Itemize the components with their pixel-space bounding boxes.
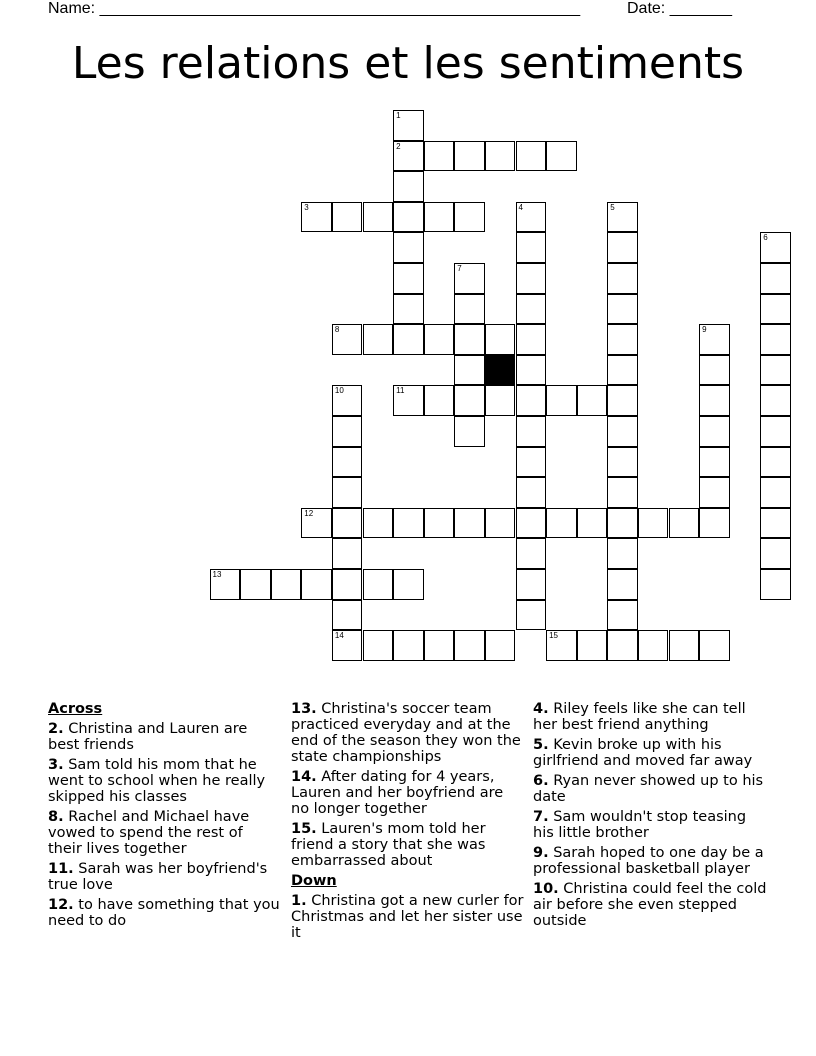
crossword-cell[interactable]: [301, 202, 332, 233]
crossword-cell[interactable]: [454, 416, 485, 447]
clue-down-5: 5. Kevin broke up with his girlfriend and moved far away: [533, 737, 753, 769]
crossword-cell[interactable]: [607, 416, 638, 447]
crossword-cell[interactable]: [454, 202, 485, 233]
crossword-cell[interactable]: [607, 447, 638, 478]
crossword-cell[interactable]: [607, 569, 638, 600]
crossword-cell[interactable]: [301, 508, 332, 539]
crossword-cell[interactable]: [332, 447, 363, 478]
crossword-cell[interactable]: [332, 630, 363, 661]
clue-number: 8: [334, 325, 340, 335]
crossword-cell[interactable]: [485, 385, 516, 416]
crossword-cell[interactable]: [516, 385, 547, 416]
crossword-cell[interactable]: [760, 416, 791, 447]
clue-down-1: 1. Christina got a new curler for Christmas and let her sister use it: [291, 893, 524, 941]
crossword-cell[interactable]: [699, 416, 730, 447]
crossword-cell[interactable]: [760, 232, 791, 263]
clue-number: 9: [702, 325, 707, 335]
crossword-cell[interactable]: [546, 508, 577, 539]
crossword-cell[interactable]: [760, 477, 791, 508]
clue-down-4: 4. Riley feels like she can tell her best friend anything: [533, 701, 746, 733]
crossword-cell[interactable]: [516, 141, 547, 172]
crossword-cell[interactable]: [638, 508, 669, 539]
crossword-cell[interactable]: [301, 569, 332, 600]
crossword-cell[interactable]: [393, 508, 424, 539]
crossword-cell[interactable]: [332, 477, 363, 508]
crossword-cell[interactable]: [454, 324, 485, 355]
crossword-cell[interactable]: [393, 324, 424, 355]
crossword-cell[interactable]: [607, 385, 638, 416]
crossword-cell[interactable]: [210, 569, 241, 600]
clue-down-6: 6. Ryan never showed up to his date: [533, 773, 764, 805]
crossword-cell[interactable]: [699, 630, 730, 661]
crossword-cell[interactable]: [760, 294, 791, 325]
crossword-cell[interactable]: [454, 630, 485, 661]
crossword-cell[interactable]: [454, 294, 485, 325]
clue-number: 12: [304, 508, 314, 518]
crossword-cell[interactable]: [516, 263, 547, 294]
crossword-cell[interactable]: [699, 355, 730, 386]
crossword-cell[interactable]: [607, 508, 638, 539]
crossword-cell[interactable]: [393, 263, 424, 294]
clue-down-10: 10. Christina could feel the cold air before she even stepped outside: [533, 881, 767, 929]
crossword-cell[interactable]: [363, 202, 394, 233]
crossword-cell[interactable]: [516, 538, 547, 569]
crossword-cell[interactable]: [271, 569, 302, 600]
crossword-cell[interactable]: [760, 324, 791, 355]
crossword-cell[interactable]: [485, 630, 516, 661]
clue-across-13: 13. Christina's soccer team practiced everyday and at the end of the season they won the state championships: [291, 701, 521, 765]
crossword-cell[interactable]: [546, 141, 577, 172]
crossword-cell[interactable]: [607, 477, 638, 508]
crossword-cell[interactable]: [760, 385, 791, 416]
clue-number: 7: [457, 264, 462, 273]
crossword-cell[interactable]: [516, 202, 547, 233]
crossword-cell[interactable]: [393, 232, 424, 263]
crossword-cell[interactable]: [577, 630, 608, 661]
crossword-cell[interactable]: [332, 324, 363, 355]
crossword-cell[interactable]: [699, 477, 730, 508]
crossword-cell[interactable]: [393, 171, 424, 202]
crossword-cell[interactable]: [332, 600, 363, 631]
crossword-cell[interactable]: [669, 508, 700, 539]
crossword-cell[interactable]: [393, 294, 424, 325]
date-field-label: Date: _______: [627, 0, 732, 17]
crossword-cell[interactable]: [454, 385, 485, 416]
crossword-cell[interactable]: [699, 508, 730, 539]
crossword-cell[interactable]: [454, 355, 485, 386]
crossword-cell[interactable]: [393, 569, 424, 600]
clues-column-3: [533, 701, 767, 933]
crossword-cell[interactable]: [638, 630, 669, 661]
crossword-cell[interactable]: [485, 141, 516, 172]
crossword-cell[interactable]: [424, 385, 455, 416]
page-title: Les relations et les sentiments: [71, 38, 745, 89]
crossword-cell[interactable]: [424, 202, 455, 233]
crossword-cell[interactable]: [699, 324, 730, 355]
crossword-cell[interactable]: [393, 630, 424, 661]
crossword-cell[interactable]: [485, 324, 516, 355]
crossword-cell[interactable]: [516, 600, 547, 631]
clue-number: 2: [396, 141, 401, 151]
crossword-cell[interactable]: [516, 232, 547, 263]
crossword-cell[interactable]: [760, 447, 791, 478]
crossword-cell[interactable]: [607, 324, 638, 355]
crossword-cell[interactable]: [607, 202, 638, 233]
crossword-black-cell: [485, 355, 516, 386]
crossword-cell[interactable]: [516, 447, 547, 478]
clue-number: 10: [334, 386, 344, 396]
clue-across-11: 11. Sarah was her boyfriend's true love: [48, 861, 268, 893]
clue-across-14: 14. After dating for 4 years, Lauren and her boyfriend are no longer together: [291, 769, 504, 817]
crossword-cell[interactable]: [393, 385, 424, 416]
crossword-cell[interactable]: [332, 385, 363, 416]
crossword-cell[interactable]: [485, 508, 516, 539]
crossword-cell[interactable]: [332, 508, 363, 539]
crossword-cell[interactable]: [607, 294, 638, 325]
clue-number: 14: [334, 631, 344, 641]
crossword-cell[interactable]: [332, 416, 363, 447]
crossword-cell[interactable]: [393, 110, 424, 141]
clue-number: 11: [396, 386, 405, 396]
crossword-cell[interactable]: [424, 324, 455, 355]
across-heading: Across: [48, 701, 103, 717]
crossword-cell[interactable]: [424, 630, 455, 661]
clue-number: 5: [610, 202, 615, 212]
name-field-label: Name: ______________________________________________________: [48, 0, 581, 17]
clue-across-8: 8. Rachel and Michael have vowed to spend the rest of their lives together: [48, 809, 250, 857]
crossword-cell[interactable]: [760, 508, 791, 539]
crossword-cell[interactable]: [516, 355, 547, 386]
crossword-cell[interactable]: [607, 263, 638, 294]
clue-across-3: 3. Sam told his mom that he went to school when he really skipped his classes: [48, 757, 266, 805]
clue-number: 15: [549, 631, 558, 641]
crossword-cell[interactable]: [516, 508, 547, 539]
clues-column-1: [48, 701, 280, 933]
crossword-cell[interactable]: [607, 630, 638, 661]
clue-down-7: 7. Sam wouldn't stop teasing his little brother: [533, 809, 747, 841]
clue-down-9: 9. Sarah hoped to one day be a professional basketball player: [533, 845, 764, 877]
crossword-cell[interactable]: [454, 263, 485, 294]
crossword-cell[interactable]: [546, 385, 577, 416]
crossword-cell[interactable]: [363, 324, 394, 355]
crossword-cell[interactable]: [699, 385, 730, 416]
crossword-cell[interactable]: [607, 538, 638, 569]
crossword-cell[interactable]: [363, 630, 394, 661]
crossword-cell[interactable]: [424, 508, 455, 539]
crossword-cell[interactable]: [240, 569, 271, 600]
clues-column-2: [291, 701, 525, 945]
clue-number: 6: [763, 233, 768, 243]
crossword-cell[interactable]: [363, 569, 394, 600]
crossword-cell[interactable]: [577, 508, 608, 539]
crossword-cell[interactable]: [454, 508, 485, 539]
crossword-cell[interactable]: [516, 477, 547, 508]
down-heading: Down: [291, 873, 337, 889]
crossword-cell[interactable]: [454, 141, 485, 172]
crossword-cell[interactable]: [760, 538, 791, 569]
crossword-cell[interactable]: [607, 232, 638, 263]
clue-number: 3: [304, 202, 309, 212]
clue-across-12: 12. to have something that you need to do: [48, 897, 280, 929]
clue-across-2: 2. Christina and Lauren are best friends: [48, 721, 248, 753]
crossword-cell[interactable]: [516, 416, 547, 447]
crossword-cell[interactable]: [393, 202, 424, 233]
crossword-cell[interactable]: [577, 385, 608, 416]
crossword-cell[interactable]: [424, 141, 455, 172]
crossword-cell[interactable]: [332, 569, 363, 600]
crossword-cell[interactable]: [699, 447, 730, 478]
crossword-cell[interactable]: [332, 538, 363, 569]
crossword-cell[interactable]: [669, 630, 700, 661]
crossword-cell[interactable]: [607, 355, 638, 386]
clue-number: 4: [518, 202, 523, 212]
crossword-cell[interactable]: [760, 263, 791, 294]
crossword-cell[interactable]: [760, 569, 791, 600]
crossword-cell[interactable]: [607, 600, 638, 631]
clue-across-15: 15. Lauren's mom told her friend a story that she was embarrassed about: [291, 821, 486, 869]
clue-number: 13: [212, 570, 222, 579]
crossword-cell[interactable]: [393, 141, 424, 172]
crossword-cell[interactable]: [760, 355, 791, 386]
crossword-cell[interactable]: [332, 202, 363, 233]
clue-number: 1: [396, 111, 401, 120]
crossword-cell[interactable]: [516, 569, 547, 600]
crossword-cell[interactable]: [516, 324, 547, 355]
crossword-cell[interactable]: [363, 508, 394, 539]
crossword-cell[interactable]: [516, 294, 547, 325]
crossword-cell[interactable]: [546, 630, 577, 661]
